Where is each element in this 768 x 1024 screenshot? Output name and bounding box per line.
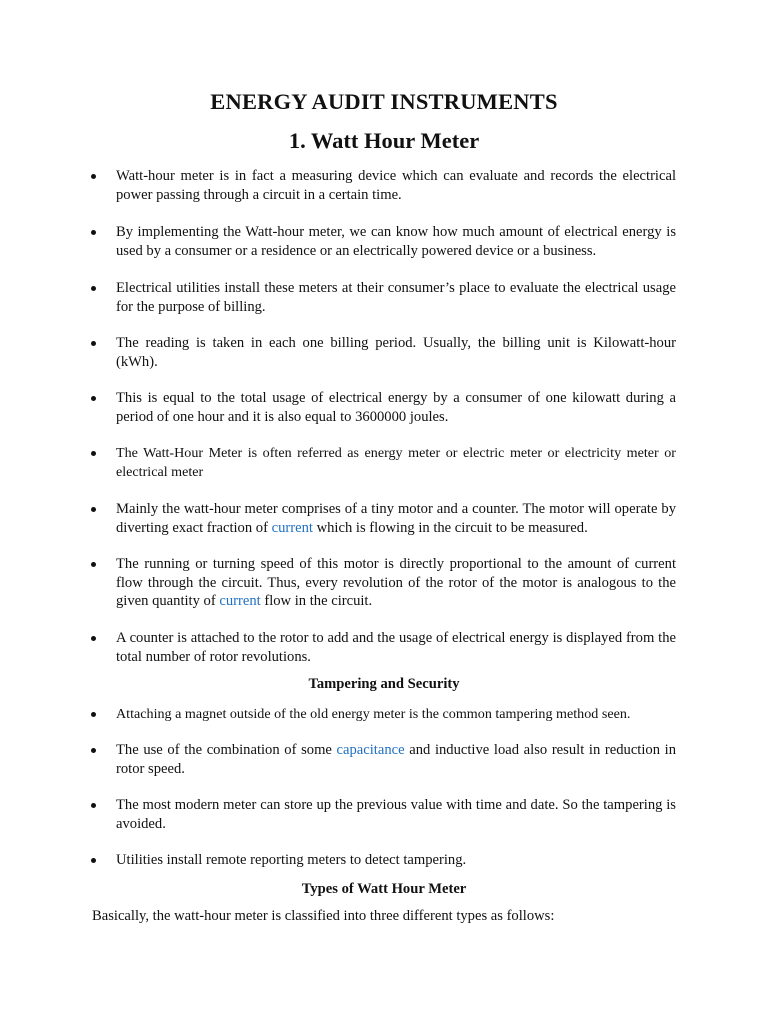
bullet-text: A counter is attached to the rotor to add and the usage of electrical energy is displayed from the total number of rotor revolutions.	[116, 630, 676, 665]
bullet-icon	[91, 230, 96, 235]
current-link[interactable]: current	[271, 519, 313, 536]
bullet-text: This is equal to the total usage of electrical energy by a consumer of one kilowatt during a period of one hour and it is also equal to 3600000 joules.	[116, 390, 676, 425]
bullet-icon	[91, 748, 96, 753]
current-link[interactable]: current	[219, 593, 261, 609]
bullet-icon	[91, 636, 96, 641]
bullet-icon	[91, 712, 96, 717]
bullet-text-end: which is flowing in the circuit to be measured.	[312, 519, 588, 536]
bullet-text: Attaching a magnet outside of the old energy meter is the common tampering method seen.	[116, 706, 631, 722]
capacitance-link[interactable]: capacitance	[336, 742, 405, 758]
bullet-icon	[91, 507, 96, 512]
bullet-text: Watt-hour meter is in fact a measuring device which can evaluate and records the electrical power passing through a circuit in a certain time.	[116, 168, 676, 203]
bullet-icon	[91, 174, 96, 179]
bullet-text: The reading is taken in each one billing period. Usually, the billing unit is Kilowatt-hour (kWh).	[116, 335, 676, 370]
bullet-text-end: flow in the circuit.	[260, 593, 373, 609]
bullet-icon	[91, 341, 96, 346]
bullet-text: Electrical utilities install these meters at their consumer’s place to evaluate the electrical usage for the purpose of billing.	[116, 280, 676, 315]
bullet-text	[116, 555, 676, 611]
bullet-text: The most modern meter can store up the previous value with time and date. So the tampering is avoided.	[116, 797, 676, 832]
section-heading-tampering: Tampering and Security	[308, 676, 460, 692]
bullet-text-start: The use of the combination of some	[116, 742, 337, 758]
section-title-watt-hour-meter: 1. Watt Hour Meter	[288, 128, 480, 153]
bullet-text	[116, 741, 676, 778]
bullet-icon	[91, 396, 96, 401]
bullet-text-start: The running or turning speed of this motor is directly proportional to the amount of current flow through the circuit. Thus, every revolution of the rotor of the motor is analogous to the given quantity of	[116, 556, 676, 609]
bullet-text-end: and inductive load also result in reduction in rotor speed.	[116, 742, 676, 777]
bullet-icon	[91, 451, 96, 456]
bullet-text	[116, 500, 676, 537]
section-heading-types: Types of Watt Hour Meter	[301, 881, 467, 897]
bullet-text: By implementing the Watt-hour meter, we can know how much amount of electrical energy is used by a consumer or a residence or an electrically powered device or a business.	[116, 224, 676, 259]
bullet-text: Utilities install remote reporting meters to detect tampering.	[116, 852, 467, 868]
bullet-icon	[91, 803, 96, 808]
closing-paragraph: Basically, the watt-hour meter is classified into three different types as follows:	[92, 908, 555, 924]
bullet-text-start: Mainly the watt-hour meter comprises of a tiny motor and a counter. The motor will operate by diverting exact fraction of	[116, 501, 676, 536]
bullet-icon	[91, 286, 96, 291]
document-title: ENERGY AUDIT INSTRUMENTS	[210, 89, 558, 114]
bullet-icon	[91, 562, 96, 567]
bullet-icon	[91, 858, 96, 863]
bullet-text: The Watt-Hour Meter is often referred as energy meter or electric meter or electricity meter or electrical meter	[116, 445, 676, 480]
